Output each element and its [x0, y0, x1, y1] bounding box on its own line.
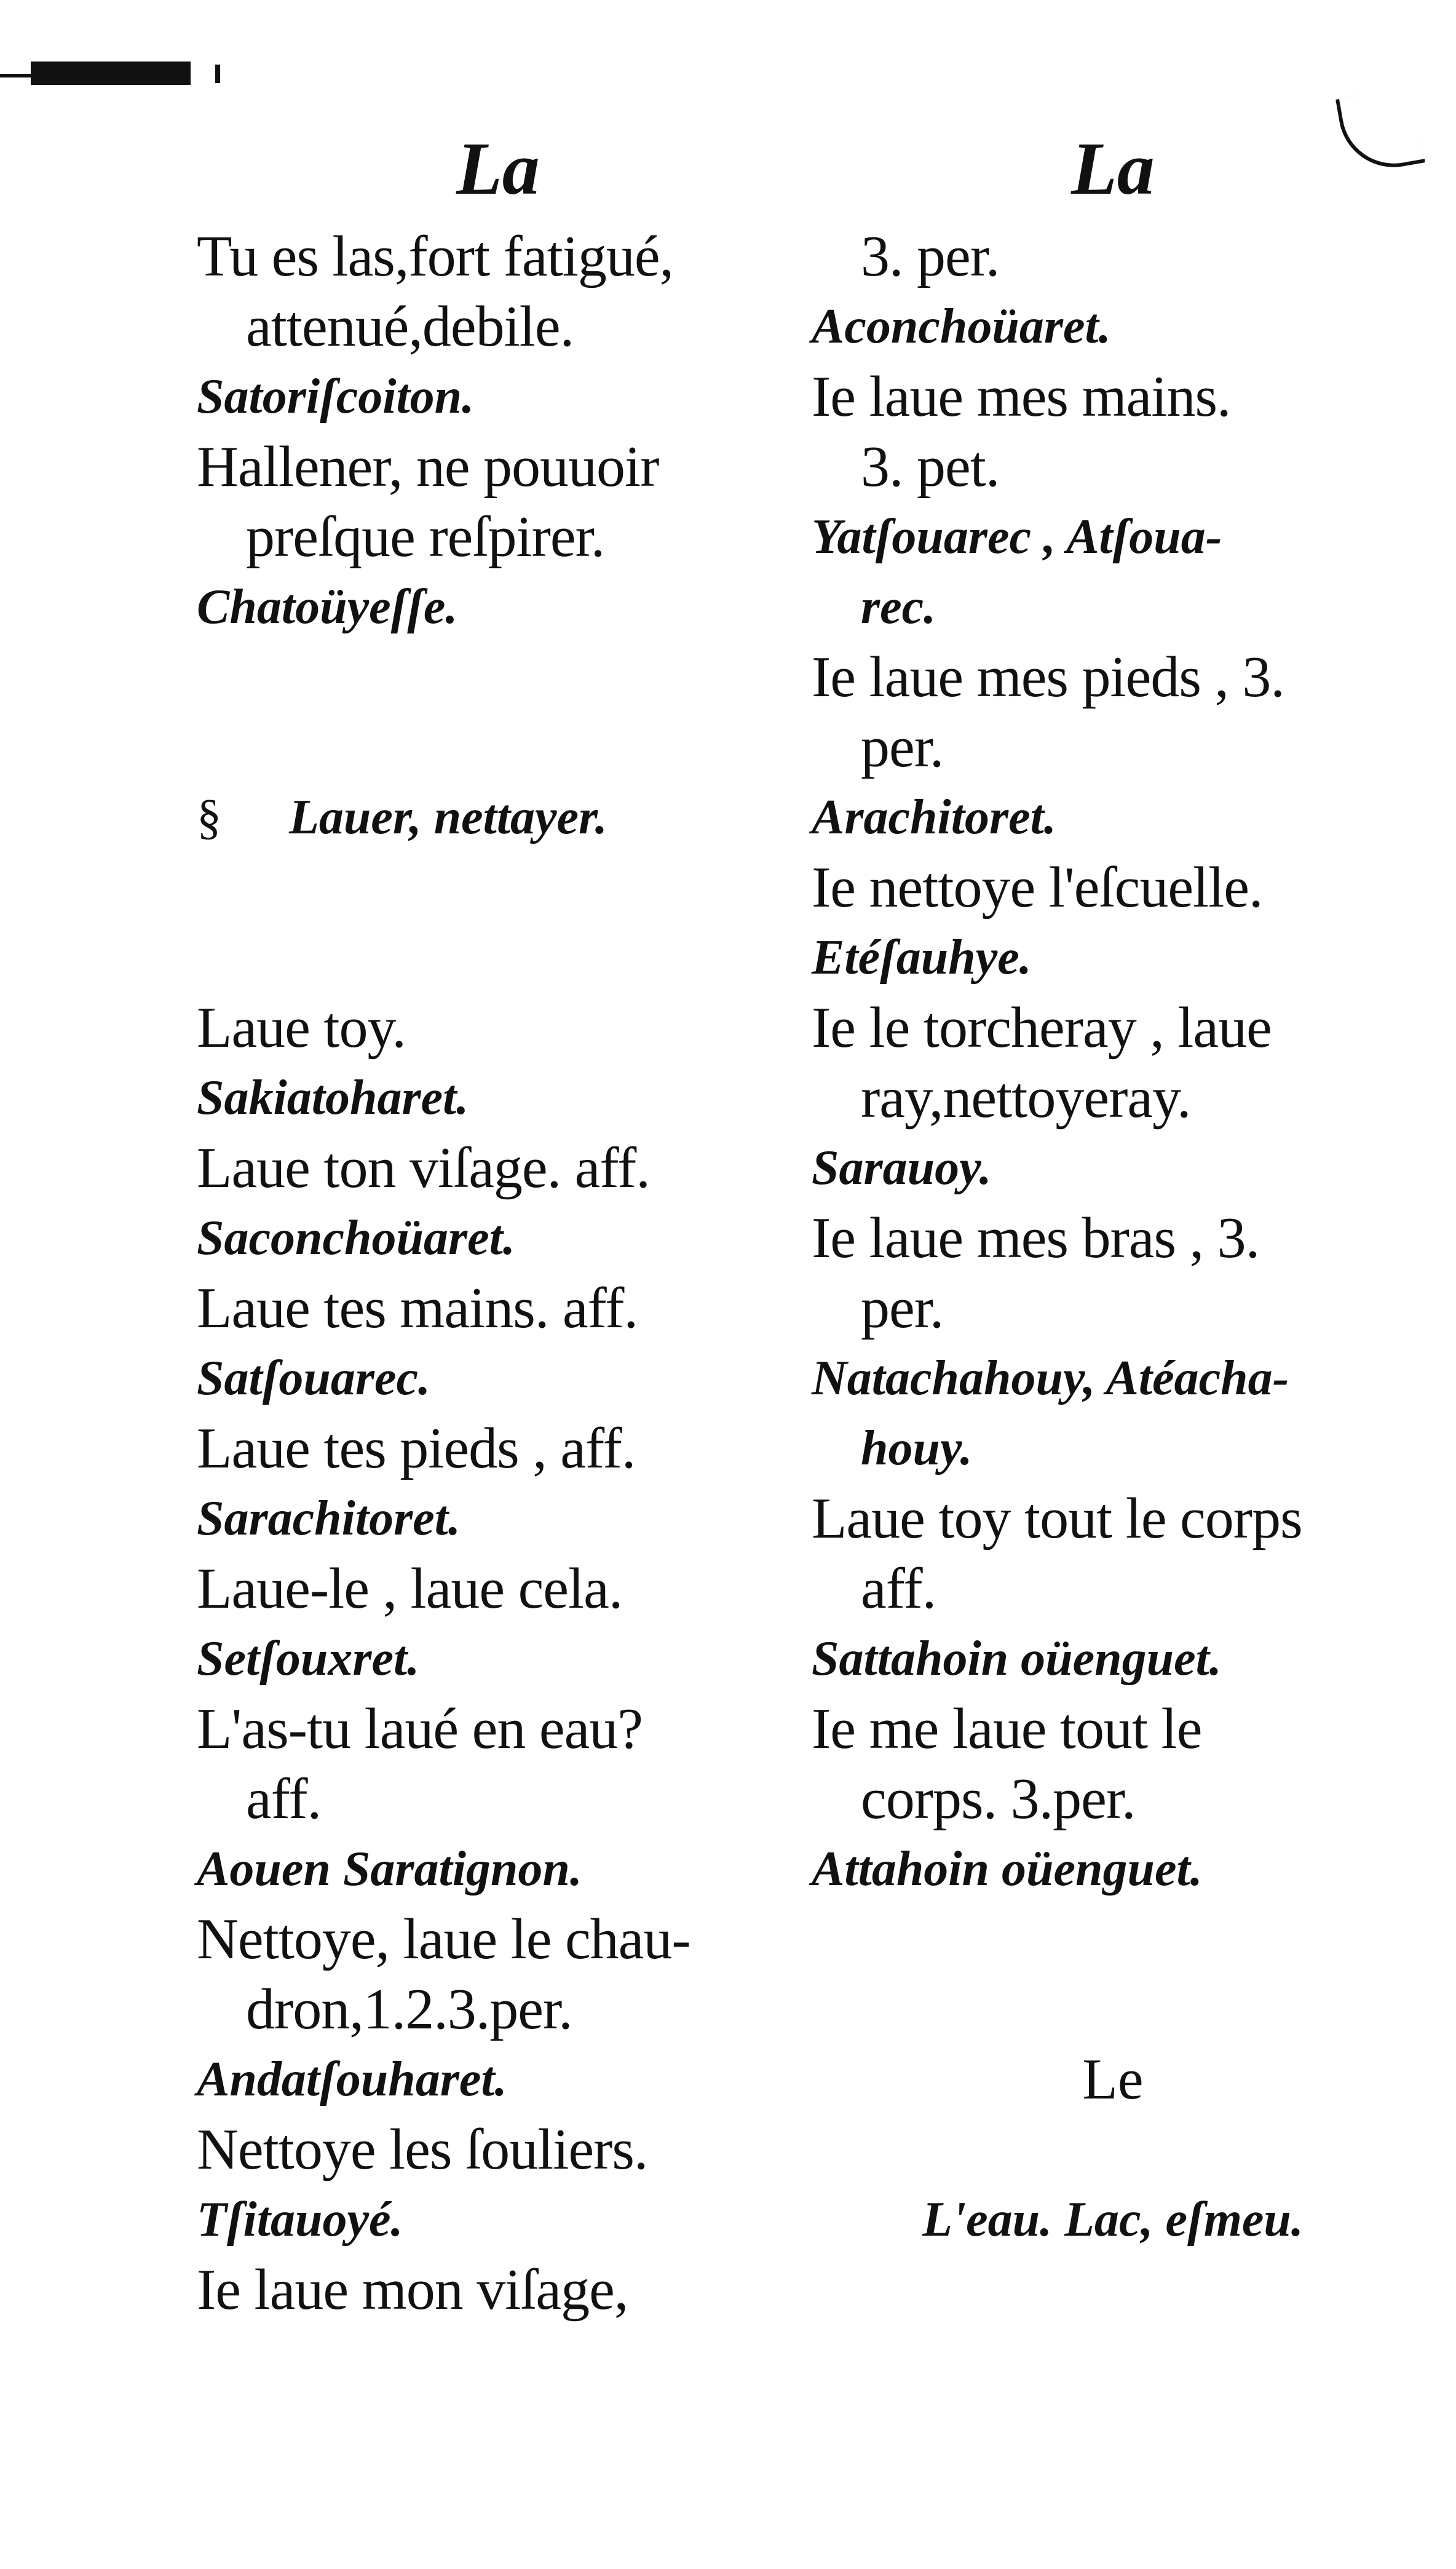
right-running-head: La [1071, 127, 1155, 210]
french-phrase: ray,nettoyeray. [861, 1066, 1191, 1130]
native-term: Attahoin oüenguet. [812, 1842, 1203, 1896]
right-entries [812, 221, 1414, 2255]
native-term: Tſitauoyé. [197, 2193, 403, 2247]
french-phrase: Tu es las,fort fatigué, [197, 224, 674, 288]
native-term: Aconchoüaret. [812, 300, 1111, 354]
french-phrase: Hallener, ne pouuoir [197, 435, 659, 499]
french-phrase: Laue toy. [197, 996, 406, 1060]
left-running-head: La [456, 127, 540, 210]
french-phrase: Laue tes mains. aff. [197, 1276, 638, 1340]
native-term: Sattahoin oüenguet. [812, 1632, 1222, 1686]
native-term: Arachitoret. [812, 790, 1056, 844]
blank-line [812, 2114, 1414, 2185]
french-phrase: aff. [861, 1557, 936, 1621]
french-phrase: Ie laue mes mains. [812, 365, 1231, 429]
french-phrase: Laue-le , laue cela. [197, 1557, 623, 1621]
native-term: houy. [861, 1421, 973, 1475]
french-phrase: per. [861, 1276, 944, 1340]
french-phrase: aff. [246, 1767, 322, 1831]
native-term: Natachahouy, Atéacha- [812, 1351, 1289, 1405]
french-phrase: corps. 3.per. [861, 1767, 1136, 1831]
french-phrase: Ie nettoye l'eſcuelle. [812, 856, 1263, 919]
french-phrase: Ie le torcheray , laue [812, 996, 1272, 1060]
native-term: Aouen Saratignon. [197, 1842, 582, 1896]
french-phrase: Ie me laue tout le [812, 1697, 1202, 1761]
blank-line [197, 852, 799, 993]
french-phrase: Ie laue mes bras , 3. [812, 1206, 1260, 1270]
section-heading [197, 782, 799, 852]
left-column [197, 123, 799, 2325]
french-phrase: attenué,debile. [246, 295, 574, 359]
french-phrase: per. [861, 715, 944, 779]
catchword: Le [1082, 2047, 1144, 2111]
french-phrase: dron,1.2.3.per. [246, 1977, 572, 2041]
native-term: Sakiatoharet. [197, 1071, 469, 1125]
rule-bar [31, 62, 191, 85]
footer-heading: L'eau. Lac, eſmeu. [922, 2193, 1304, 2247]
native-term: Yatſouarec , Atſoua- [812, 510, 1222, 564]
french-phrase: Laue toy tout le corps [812, 1487, 1302, 1551]
corner-rule-mark [0, 62, 191, 86]
french-phrase: L'as-tu laué en eau? [197, 1697, 643, 1761]
french-phrase: Ie laue mes pieds , 3. [812, 645, 1284, 709]
native-term: Etéſauhye. [812, 931, 1032, 985]
native-term: Saconchoüaret. [197, 1211, 515, 1265]
corner-tick [215, 65, 220, 83]
blank-line [197, 642, 799, 782]
french-phrase: Laue tes pieds , aff. [197, 1416, 636, 1480]
french-phrase: Nettoye, laue le chau- [197, 1907, 690, 1971]
native-term: Sarauoy. [812, 1141, 992, 1195]
native-term: Andatſouharet. [197, 2052, 507, 2106]
french-phrase: Nettoye les ſouliers. [197, 2118, 648, 2182]
native-term: Satoriſcoiton. [197, 370, 475, 424]
left-entries [197, 221, 799, 2325]
french-phrase: 3. pet. [861, 435, 1000, 499]
blank-line [812, 1904, 1414, 2044]
section-title: Lauer, nettayer. [289, 790, 607, 844]
native-term: rec. [861, 580, 936, 634]
native-term: Setſouxret. [197, 1632, 420, 1686]
french-phrase: Laue ton viſage. aff. [197, 1136, 650, 1200]
section-symbol: § [197, 790, 221, 844]
native-term: Satſouarec. [197, 1351, 430, 1405]
right-column [812, 123, 1414, 2255]
native-term: Sarachitoret. [197, 1491, 461, 1546]
native-term: Chatoüyeſſe. [197, 580, 458, 634]
french-phrase: Ie laue mon viſage, [197, 2258, 628, 2322]
french-phrase: preſque reſpirer. [246, 505, 605, 569]
french-phrase: 3. per. [861, 224, 1000, 288]
